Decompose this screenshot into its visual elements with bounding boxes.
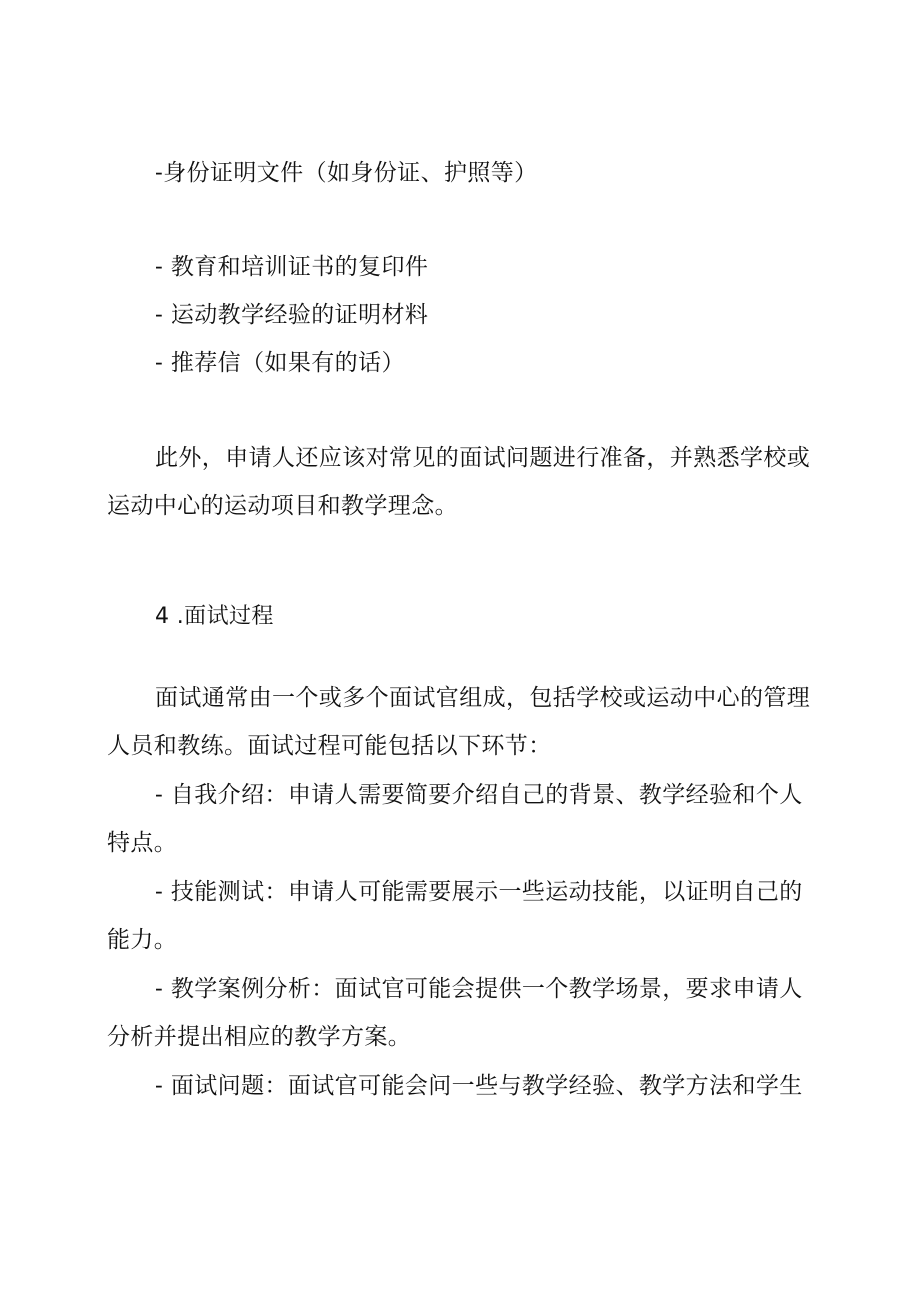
paragraph-interview-line-1: 面试通常由一个或多个面试官组成，包括学校或运动中心的管理 — [155, 685, 811, 711]
item-case-analysis-line-1: - 教学案例分析：面试官可能会提供一个教学场景，要求申请人 — [155, 976, 803, 1002]
list-item-recommendation: - 推荐信（如果有的话） — [155, 350, 405, 376]
list-item-id-documents: -身份证明文件（如身份证、护照等） — [155, 160, 538, 186]
list-item-certificates: - 教育和培训证书的复印件 — [155, 254, 429, 280]
item-skill-test-line-2: 能力。 — [107, 927, 178, 953]
item-self-intro-line-2: 特点。 — [107, 830, 178, 856]
section-heading-interview-process: 4 .面试过程 — [155, 604, 274, 629]
item-self-intro-line-1: - 自我介绍：申请人需要简要介绍自己的背景、教学经验和个人 — [155, 782, 803, 808]
item-interview-questions-line-1: - 面试问题：面试官可能会问一些与教学经验、教学方法和学生 — [155, 1073, 803, 1099]
paragraph-interview-line-2: 人员和教练。面试过程可能包括以下环节： — [107, 733, 552, 759]
item-case-analysis-line-2: 分析并提出相应的教学方案。 — [107, 1024, 412, 1050]
item-skill-test-line-1: - 技能测试：申请人可能需要展示一些运动技能，以证明自己的 — [155, 879, 803, 905]
paragraph-preparation-line-1: 此外，申请人还应该对常见的面试问题进行准备，并熟悉学校或 — [155, 445, 811, 471]
list-item-teaching-proof: - 运动教学经验的证明材料 — [155, 302, 429, 328]
paragraph-preparation-line-2: 运动中心的运动项目和教学理念。 — [107, 493, 458, 519]
